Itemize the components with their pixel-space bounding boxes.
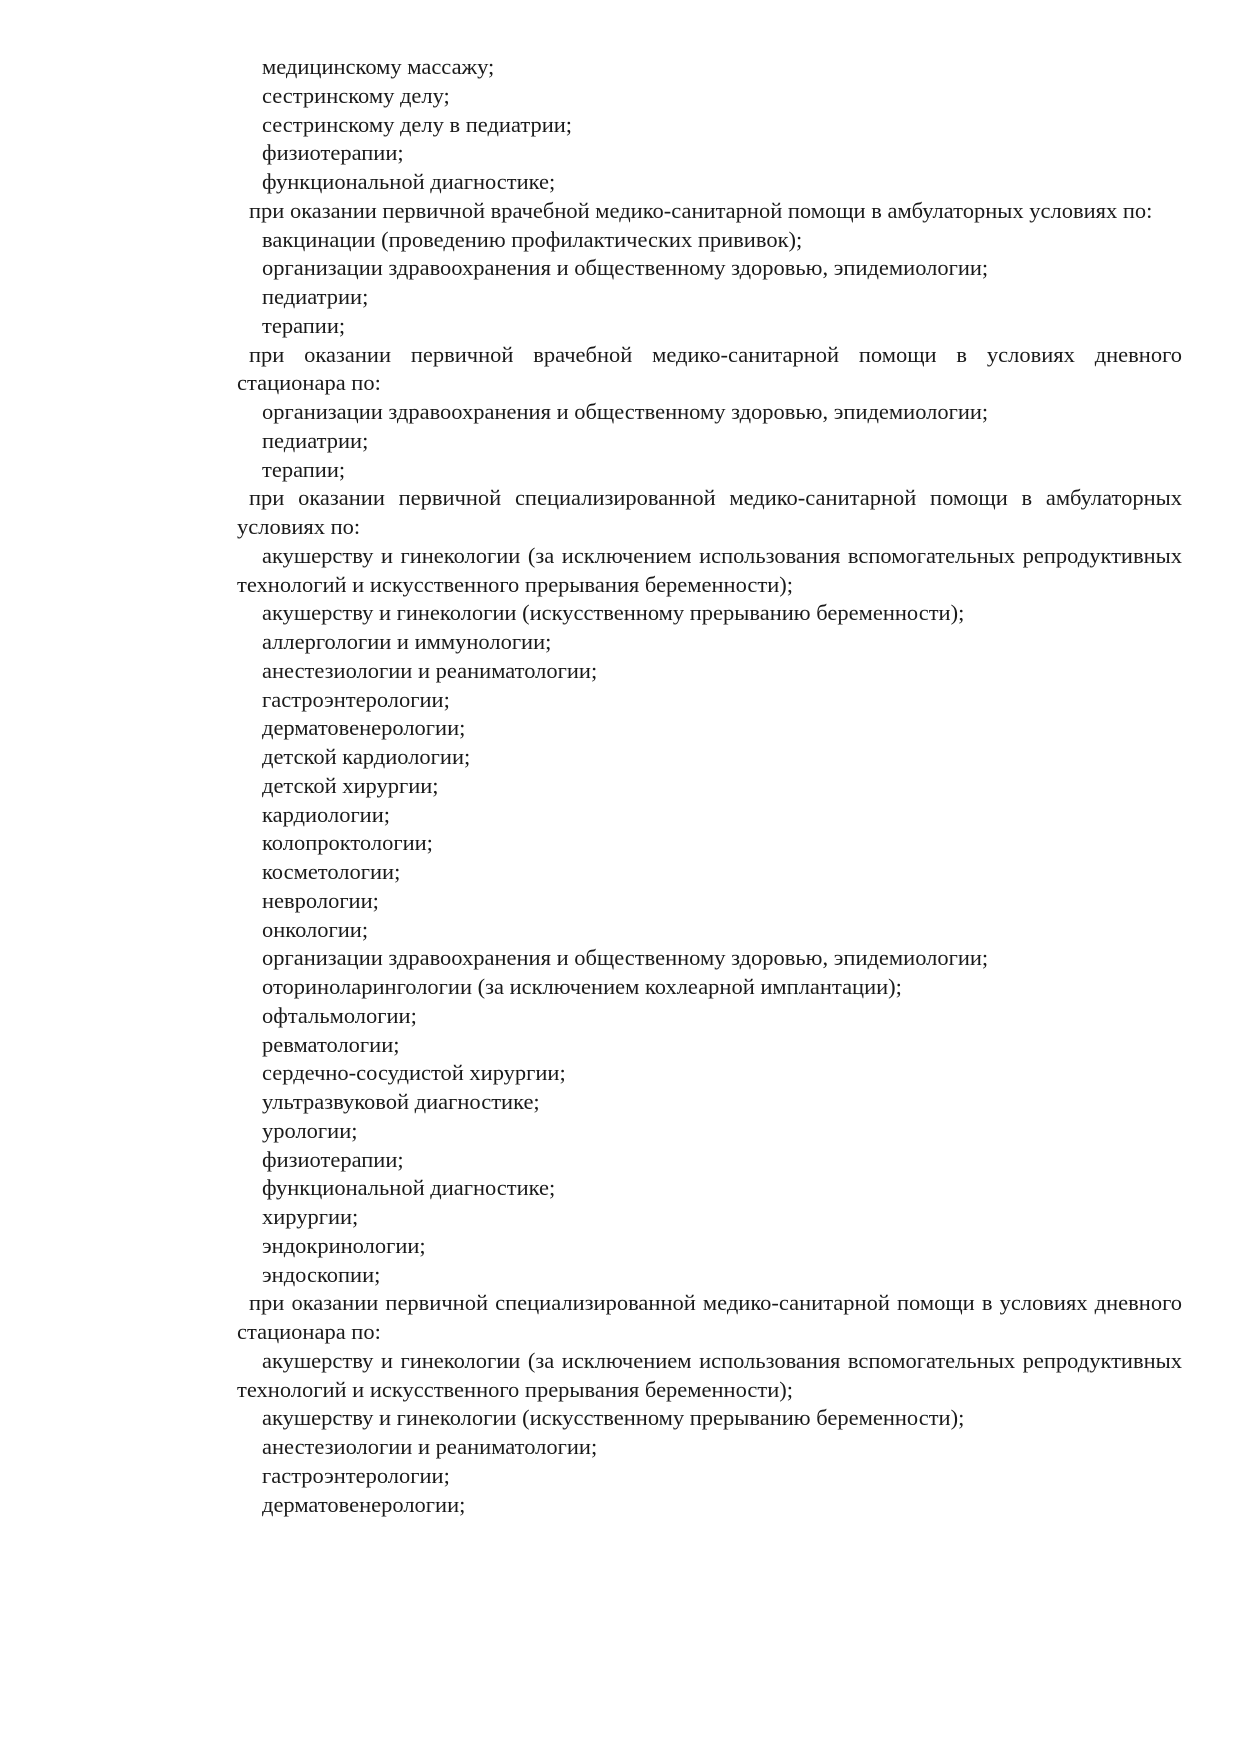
list-item: вакцинации (проведению профилактических прививок);: [262, 226, 803, 252]
list-item: дерматовенерологии;: [262, 715, 466, 741]
list-item: сестринскому делу в педиатрии;: [262, 111, 573, 137]
list-item: акушерству и гинекологии (искусственному прерыванию беременности);: [262, 600, 965, 626]
list-item: анестезиологии и реаниматологии;: [262, 1434, 598, 1459]
list-item: терапии;: [262, 456, 346, 482]
list-item: хирургии;: [262, 1204, 359, 1229]
list-item: детской кардиологии;: [262, 744, 471, 769]
list-item: ревматологии;: [262, 1031, 400, 1057]
list-item: сестринскому делу;: [262, 82, 450, 108]
section-heading: при оказании первичной специализированной медико-санитарной помощи в условиях дневного стационара по:: [237, 1290, 1182, 1344]
list-item: педиатрии;: [262, 284, 369, 309]
list-item: акушерству и гинекологии (искусственному прерыванию беременности);: [262, 1405, 965, 1431]
list-item: онкологии;: [262, 916, 369, 942]
list-item: урологии;: [262, 1117, 358, 1143]
list-item: неврологии;: [262, 887, 379, 913]
list-item: анестезиологии и реаниматологии;: [262, 657, 598, 683]
section-heading: при оказании первичной врачебной медико-санитарной помощи в амбулаторных условиях по:: [249, 197, 1153, 223]
list-item: организации здравоохранения и общественному здоровью, эпидемиологии;: [262, 945, 989, 971]
list-item: организации здравоохранения и общественному здоровью, эпидемиологии;: [262, 255, 989, 281]
list-item: педиатрии;: [262, 427, 369, 453]
list-item: аллергологии и иммунологии;: [262, 629, 552, 654]
document-page: [237, 53, 1182, 1519]
list-item: офтальмологии;: [262, 1002, 417, 1028]
section-heading: при оказании первичной врачебной медико-санитарной помощи в условиях дневного стационара по:: [237, 341, 1182, 396]
list-item: оториноларингологии (за исключением кохлеарной имплантации);: [262, 974, 902, 999]
list-item: терапии;: [262, 312, 346, 338]
list-item: организации здравоохранения и общественному здоровью, эпидемиологии;: [262, 399, 989, 424]
list-item: физиотерапии;: [262, 1146, 404, 1172]
list-item: эндокринологии;: [262, 1232, 426, 1258]
list-item: детской хирургии;: [262, 772, 439, 798]
list-item: физиотерапии;: [262, 140, 404, 166]
list-item: гастроэнтерологии;: [262, 686, 450, 712]
list-item: акушерству и гинекологии (за исключением использования вспомогательных репродуктивных технологий и искусственного прерывания беременности);: [237, 542, 1182, 597]
list-item: ультразвуковой диагностике;: [262, 1089, 540, 1114]
list-item: дерматовенерологии;: [262, 1491, 466, 1517]
list-item: эндоскопии;: [262, 1261, 381, 1287]
list-item: функциональной диагностике;: [262, 169, 556, 194]
list-item: косметологии;: [262, 859, 401, 884]
list-item: акушерству и гинекологии (за исключением использования вспомогательных репродуктивных технологий и искусственного прерывания беременности);: [237, 1347, 1182, 1402]
list-item: медицинскому массажу;: [262, 54, 495, 79]
list-item: гастроэнтерологии;: [262, 1462, 450, 1488]
list-item: сердечно-сосудистой хирургии;: [262, 1060, 566, 1086]
list-item: колопроктологии;: [262, 830, 433, 856]
section-heading: при оказании первичной специализированной медико-санитарной помощи в амбулаторных условиях по:: [237, 485, 1182, 539]
list-item: кардиологии;: [262, 801, 391, 827]
list-item: функциональной диагностике;: [262, 1175, 556, 1201]
